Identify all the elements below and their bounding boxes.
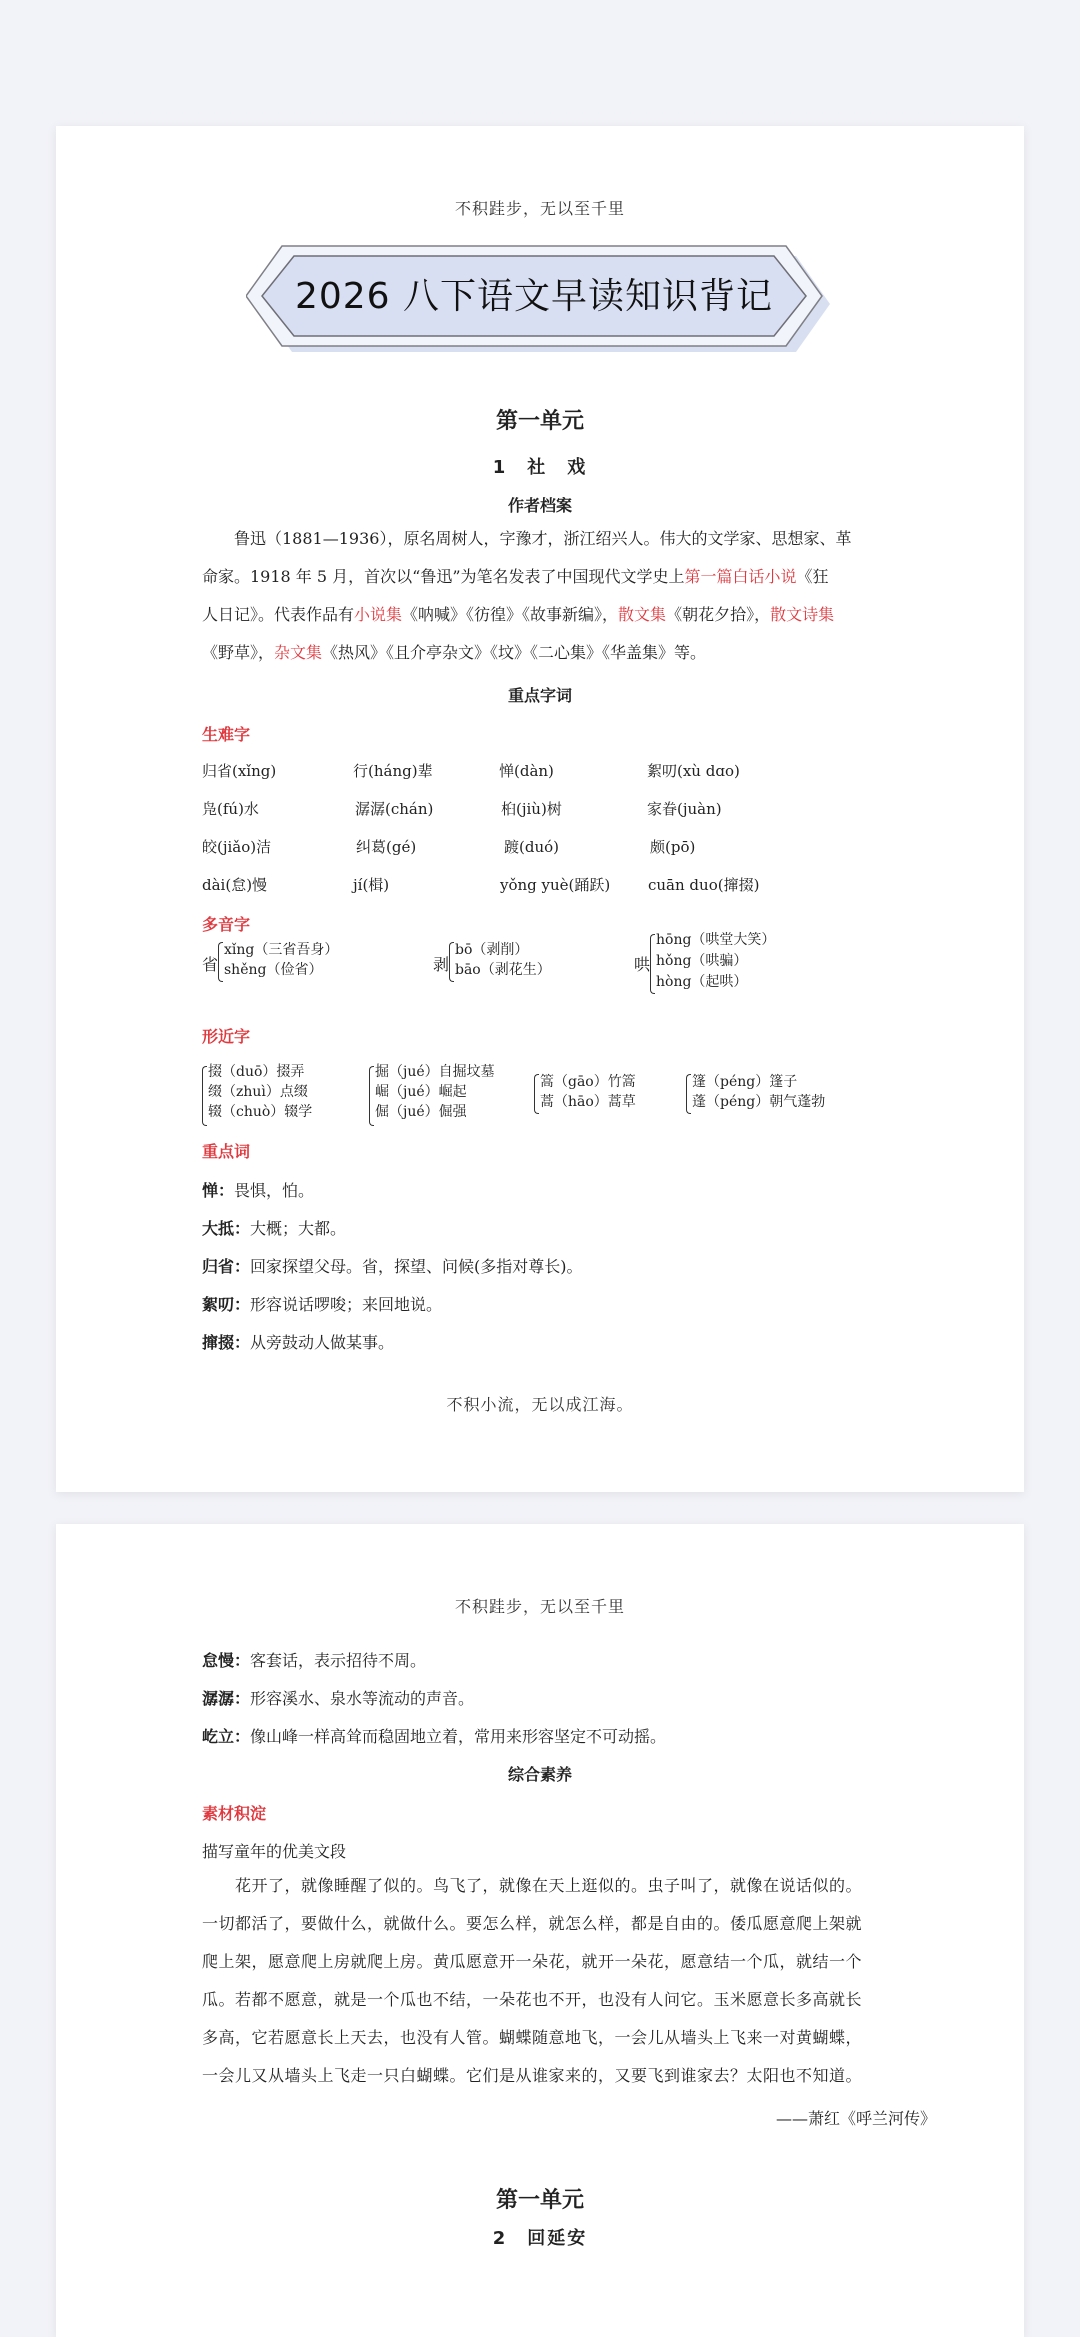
document-page-2: [56, 1524, 1024, 2337]
keyterm: 惮：畏惧，怕。: [202, 1181, 315, 1200]
difficult-char: jí(楫): [353, 876, 390, 894]
material-heading: 素材积淀: [202, 1804, 267, 1823]
difficult-char: dài(怠)慢: [202, 876, 268, 894]
keyterm: 潺潺：形容溪水、泉水等流动的声音。: [202, 1689, 475, 1708]
similar-heading: 形近字: [202, 1027, 251, 1046]
brace-icon: [534, 1074, 539, 1114]
similar-char: 篷（péng）篷子: [692, 1074, 798, 1090]
difficult-char: 凫(fú)水: [202, 800, 259, 818]
keyterm: 撺掇：从旁鼓动人做某事。: [202, 1333, 395, 1352]
header-motto: 不积跬步，无以至千里: [454, 1597, 625, 1616]
prose-line: 花开了，就像睡醒了似的。鸟飞了，就像在天上逛似的。虫子叫了，就像在说话似的。: [202, 1876, 863, 1895]
polyphonic-reading: bō（剥削）: [455, 942, 529, 958]
brace-icon: [218, 942, 223, 982]
difficult-char: 桕(jiù)树: [501, 800, 562, 818]
polyphonic-reading: hōng（哄堂大笑）: [656, 932, 776, 948]
brace-icon: [369, 1066, 374, 1126]
keywords-heading: 重点字词: [507, 686, 572, 705]
polyphonic-reading: xǐng（三省吾身）: [224, 942, 339, 958]
unit-title: 第一单元: [495, 2188, 584, 2213]
polyphonic-reading: shěng（俭省）: [224, 962, 323, 978]
keyterm: 屹立：像山峰一样高耸而稳固地立着，常用来形容坚定不可动摇。: [202, 1727, 667, 1746]
keyterm: 怠慢：客套话，表示招待不周。: [202, 1651, 427, 1670]
prose-line: 爬上架，愿意爬上房就爬上房。黄瓜愿意开一朵花，就开一朵花，愿意结一个瓜，就结一个: [202, 1952, 863, 1971]
prose-source: ——萧红《呼兰河传》: [775, 2109, 936, 2128]
similar-char: 缀（zhuì）点缀: [208, 1084, 308, 1100]
prose-line: 瓜。若都不愿意，就是一个瓜也不结，一朵花也不开，也没有人问它。玉米愿意长多高就长: [202, 1990, 863, 2009]
polyphonic-reading: hòng（起哄）: [656, 974, 748, 990]
unit-title: 第一单元: [495, 409, 584, 434]
brace-icon: [650, 934, 655, 994]
keyterms-heading: 重点词: [202, 1142, 251, 1161]
similar-char: 蒿（hāo）蒿草: [540, 1094, 636, 1110]
brace-icon: [686, 1074, 691, 1114]
document-page-1: [56, 126, 1024, 1492]
polyphonic-char: 剥: [433, 955, 450, 974]
author-bio: [202, 520, 936, 672]
difficult-char: 踱(duó): [504, 838, 559, 856]
similar-char: 掘（jué）自掘坟墓: [375, 1064, 495, 1080]
prose-passage: [202, 1867, 936, 2095]
footer-motto: 不积小流，无以成江海。: [446, 1395, 634, 1414]
bio-line: 鲁迅（1881—1936），原名周树人，字豫才，浙江绍兴人。伟大的文学家、思想家、革: [202, 529, 852, 548]
difficult-char: 归省(xǐng): [202, 762, 277, 780]
author-heading: 作者档案: [507, 496, 572, 515]
polyphonic-char: 省: [202, 955, 219, 974]
literacy-heading: 综合素养: [507, 1765, 572, 1784]
bio-line: 《野草》，杂文集《热风》《且介亭杂文》《坟》《二心集》《华盖集》等。: [202, 643, 707, 662]
difficult-char: 颇(pō): [650, 838, 696, 856]
bio-line: 命家。1918 年 5 月，首次以“鲁迅”为笔名发表了中国现代文学史上第一篇白话小说《狂: [202, 567, 829, 586]
difficult-chars-heading: 生难字: [202, 725, 251, 744]
polyphonic-char: 哄: [634, 955, 651, 974]
prose-line: 多高，它若愿意长上天去，也没有人管。蝴蝶随意地飞，一会儿从墙头上飞来一对黄蝴蝶，: [202, 2028, 863, 2047]
difficult-char: cuān duo(撺掇): [648, 876, 760, 894]
brace-icon: [449, 942, 454, 982]
similar-char: 掇（duō）掇弄: [208, 1064, 305, 1080]
difficult-char: 家眷(juàn): [647, 800, 722, 818]
material-subtitle: 描写童年的优美文段: [202, 1842, 347, 1861]
brace-icon: [202, 1066, 207, 1126]
difficult-char: 皎(jiǎo)洁: [202, 838, 272, 856]
similar-char: 倔（jué）倔强: [375, 1104, 467, 1120]
lesson-title: 2 回延安: [492, 2228, 588, 2249]
keyterm: 归省：回家探望父母。省，探望、问候(多指对尊长)。: [202, 1257, 583, 1276]
difficult-char: 纠葛(gé): [356, 838, 417, 856]
lesson-title: 1 社 戏: [492, 457, 588, 478]
similar-char: 辍（chuò）辍学: [208, 1104, 313, 1120]
difficult-char: 惮(dàn): [499, 762, 554, 780]
difficult-char: yǒng yuè(踊跃): [500, 876, 611, 894]
keyterm: 大抵：大概；大都。: [202, 1219, 347, 1238]
keyterm: 絮叨：形容说话啰唆；来回地说。: [202, 1295, 443, 1314]
similar-char: 篙（gāo）竹篙: [540, 1074, 636, 1090]
difficult-char: 絮叨(xù dɑo): [647, 762, 740, 780]
polyphonic-reading: bāo（剥花生）: [455, 962, 551, 978]
prose-line: 一切都活了，要做什么，就做什么。要怎么样，就怎么样，都是自由的。倭瓜愿意爬上架就: [202, 1914, 863, 1933]
polyphonic-heading: 多音字: [202, 915, 251, 934]
similar-char: 蓬（péng）朝气蓬勃: [692, 1094, 826, 1110]
banner-title: 2026 八下语文早读知识背记: [294, 276, 774, 317]
bio-line: 人日记》。代表作品有小说集《呐喊》《彷徨》《故事新编》，散文集《朝花夕拾》，散文诗集: [202, 605, 835, 624]
difficult-char: 潺潺(chán): [355, 800, 434, 818]
header-motto: 不积跬步，无以至千里: [454, 199, 625, 218]
title-banner: [246, 238, 834, 368]
polyphonic-reading: hǒng（哄骗）: [656, 953, 748, 969]
prose-line: 一会儿又从墙头上飞走一只白蝴蝶。它们是从谁家来的，又要飞到谁家去？太阳也不知道。: [202, 2066, 863, 2085]
difficult-char: 行(háng)辈: [353, 762, 433, 780]
similar-char: 崛（jué）崛起: [375, 1084, 467, 1100]
